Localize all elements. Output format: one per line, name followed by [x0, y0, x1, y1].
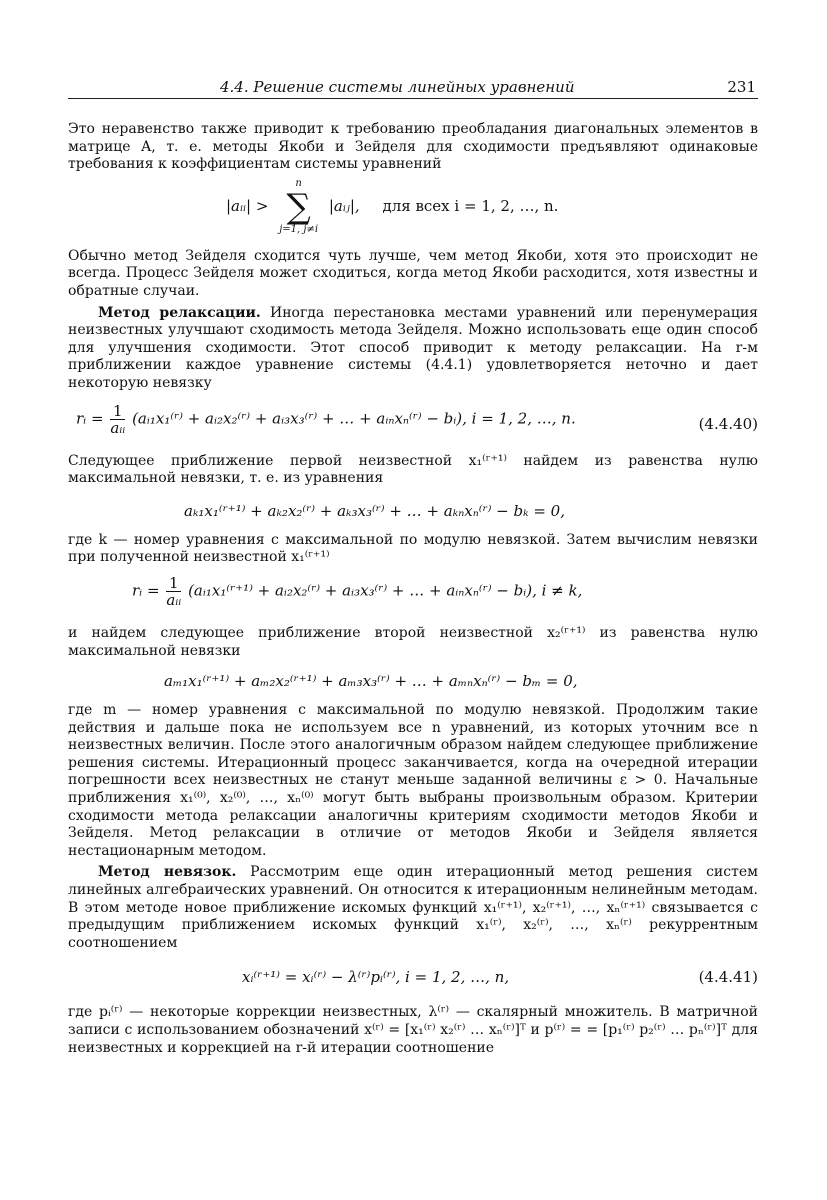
- header-title: 4.4. Решение системы линейных уравнений: [220, 78, 575, 96]
- paragraph-8: [68, 864, 758, 952]
- paragraph-3: [68, 305, 758, 393]
- equation-residual-2: [68, 573, 758, 619]
- equation-4-4-41: [68, 960, 758, 1000]
- paragraph-7: где m — номер уравнения с максимальной по модулю невязкой. Продолжим такие действия и дальше пока не используем все n уравнений, из которых уточним все n неизвестных величин. После этого аналогичным образом найдем следующее приближение решения системы. Итерационный процесс заканчивается, когда на очередной итерации погрешности всех неизвестных не станут меньше заданной величины ε > 0. Начальные приближения x₁⁽⁰⁾, x₂⁽⁰⁾, …, xₙ⁽⁰⁾ могут быть выбраны произвольным образом. Критерии сходимости метода релаксации аналогичны критериям сходимости методов Якоби и Зейделя. Метод релаксации в отличие от методов Якоби и Зейделя является нестационарным методом.: [68, 702, 758, 859]
- ineq-left: |aᵢᵢ| >: [226, 196, 269, 215]
- e1-fraction: [110, 403, 125, 436]
- e1-numerator: 1: [110, 403, 125, 420]
- sum-symbol: [279, 178, 318, 236]
- e3-lhs: rᵢ =: [132, 581, 160, 600]
- sum-lower: j=1, j≠i: [279, 223, 319, 235]
- paragraph-9: где pᵢ⁽ʳ⁾ — некоторые коррекции неизвестных, λ⁽ʳ⁾ — скалярный множитель. В матричной записи с использованием обозначений x⁽ʳ⁾ = [x₁⁽ʳ⁾ x₂⁽ʳ⁾ … xₙ⁽ʳ⁾]ᵀ и p⁽ʳ⁾ = = [p₁⁽ʳ⁾ p₂⁽ʳ⁾ … pₙ⁽ʳ⁾]ᵀ для неизвестных и коррекцией на r-й итерации соотношение: [68, 1004, 758, 1056]
- e1-denominator: aᵢᵢ: [110, 418, 126, 437]
- heading-relaxation: Метод релаксации.: [98, 304, 261, 321]
- equation-m: [68, 666, 758, 700]
- inequality-equation: [68, 178, 758, 242]
- paragraph-6: и найдем следующее приближение второй неизвестной x₂⁽ʳ⁺¹⁾ из равенства нулю максимальной невязки: [68, 624, 758, 659]
- equation-number-4-4-41: (4.4.41): [698, 968, 758, 987]
- e1-body: (aᵢ₁x₁⁽ʳ⁾ + aᵢ₂x₂⁽ʳ⁾ + aᵢ₃x₃⁽ʳ⁾ + … + aᵢₙxₙ⁽ʳ⁾ − bᵢ), i = 1, 2, …, n.: [132, 409, 576, 428]
- e3-numerator: 1: [166, 575, 181, 592]
- paragraph-5: где k — номер уравнения с максимальной по модулю невязкой. Затем вычислим невязки при полученной неизвестной x₁⁽ʳ⁺¹⁾: [68, 531, 758, 566]
- sum-upper: n: [295, 177, 302, 189]
- paragraph-4: Следующее приближение первой неизвестной x₁⁽ʳ⁺¹⁾ найдем из равенства нулю максимальной невязки, т. е. из уравнения: [68, 452, 758, 487]
- paragraph-8-text: Рассмотрим еще один итерационный метод решения систем линейных алгебраических уравнений. Он относится к итерационным нелинейным методам. В этом методе новое приближение искомых функций x₁⁽ʳ⁺¹⁾, x₂⁽ʳ⁺¹⁾, …, xₙ⁽ʳ⁺¹⁾ связывается с предыдущим приближением искомых функций x₁⁽ʳ⁾, x₂⁽ʳ⁾, …, xₙ⁽ʳ⁾ рекуррентным соотношением: [68, 864, 758, 951]
- equation-number-4-4-40: (4.4.40): [698, 414, 758, 433]
- page: [68, 76, 758, 1057]
- e5-body: xᵢ⁽ʳ⁺¹⁾ = xᵢ⁽ʳ⁾ − λ⁽ʳ⁾pᵢ⁽ʳ⁾, i = 1, 2, …, n,: [242, 968, 510, 987]
- equation-4-4-40: [68, 401, 758, 445]
- e3-fraction: [166, 575, 181, 608]
- e1-lhs: rᵢ =: [76, 409, 104, 428]
- running-header: [68, 76, 758, 99]
- e3-denominator: aᵢᵢ: [166, 590, 182, 609]
- paragraph-2: Обычно метод Зейделя сходится чуть лучше, чем метод Якоби, хотя это происходит не всегда. Процесс Зейделя может сходиться, когда метод Якоби расходится, хотя известны и обратные случаи.: [68, 247, 758, 299]
- e4-body: aₘ₁x₁⁽ʳ⁺¹⁾ + aₘ₂x₂⁽ʳ⁺¹⁾ + aₘ₃x₃⁽ʳ⁾ + … + aₘₙxₙ⁽ʳ⁾ − bₘ = 0,: [164, 672, 578, 691]
- page-number: 231: [727, 78, 756, 96]
- paragraph-1: Это неравенство также приводит к требованию преобладания диагональных элементов в матрице A, т. е. методы Якоби и Зейделя для сходимости предъявляют одинаковые требования к коэффициентам системы уравнений: [68, 121, 758, 173]
- e2-body: aₖ₁x₁⁽ʳ⁺¹⁾ + aₖ₂x₂⁽ʳ⁾ + aₖ₃x₃⁽ʳ⁾ + … + aₖₙxₙ⁽ʳ⁾ − bₖ = 0,: [184, 501, 565, 520]
- equation-k: [68, 494, 758, 528]
- ineq-condition: для всех i = 1, 2, …, n.: [382, 196, 559, 215]
- e3-body: (aᵢ₁x₁⁽ʳ⁺¹⁾ + aᵢ₂x₂⁽ʳ⁾ + aᵢ₃x₃⁽ʳ⁾ + … + aᵢₙxₙ⁽ʳ⁾ − bᵢ), i ≠ k,: [188, 581, 583, 600]
- sigma-glyph: ∑: [286, 186, 311, 227]
- heading-residual: Метод невязок.: [98, 864, 237, 881]
- ineq-right: |aᵢⱼ|,: [328, 196, 360, 215]
- paragraph-3-text: Иногда перестановка местами уравнений или перенумерация неизвестных улучшают сходимость метода Зейделя. Можно использовать еще один способ для улучшения сходимости. Этот способ приводит к методу релаксации. На r-м приближении каждое уравнение системы (4.4.1) удовлетворяется неточно и дает некоторую невязку: [68, 304, 758, 391]
